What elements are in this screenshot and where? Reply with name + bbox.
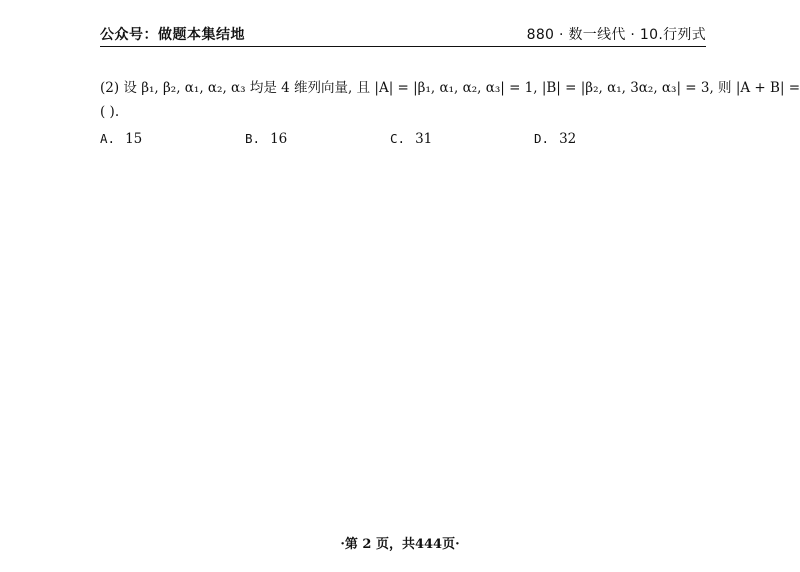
- option-d-value: 32: [559, 131, 577, 147]
- option-a: [100, 131, 142, 147]
- answer-options: [100, 131, 700, 151]
- option-a-key: A.: [100, 131, 116, 146]
- header-source-label: 公众号：做题本集结地: [100, 27, 245, 43]
- option-b-key: B.: [245, 131, 261, 146]
- option-b-value: 16: [270, 131, 288, 147]
- option-d: [534, 131, 576, 147]
- option-c: [390, 131, 432, 147]
- option-c-key: C.: [390, 131, 406, 146]
- header-divider: [100, 46, 706, 47]
- option-b: [245, 131, 287, 147]
- option-c-value: 31: [415, 131, 433, 147]
- question-block: [100, 76, 800, 124]
- option-d-key: D.: [534, 131, 550, 146]
- question-text-line-2: ( ).: [100, 104, 120, 120]
- header-chapter-label: 880 · 数一线代 · 10.行列式: [526, 27, 706, 43]
- question-text-line-1: (2) 设 β₁, β₂, α₁, α₂, α₃ 均是 4 维列向量, 且 |A| = |β₁, α₁, α₂, α₃| = 1, |B| = |β₂, α₁, 3α₂, α₃| = 3, 则 |A + B| =: [100, 80, 800, 96]
- option-a-value: 15: [125, 131, 143, 147]
- page-header: [100, 24, 706, 46]
- page-number-footer: ·第 2 页，共444页·: [340, 537, 460, 552]
